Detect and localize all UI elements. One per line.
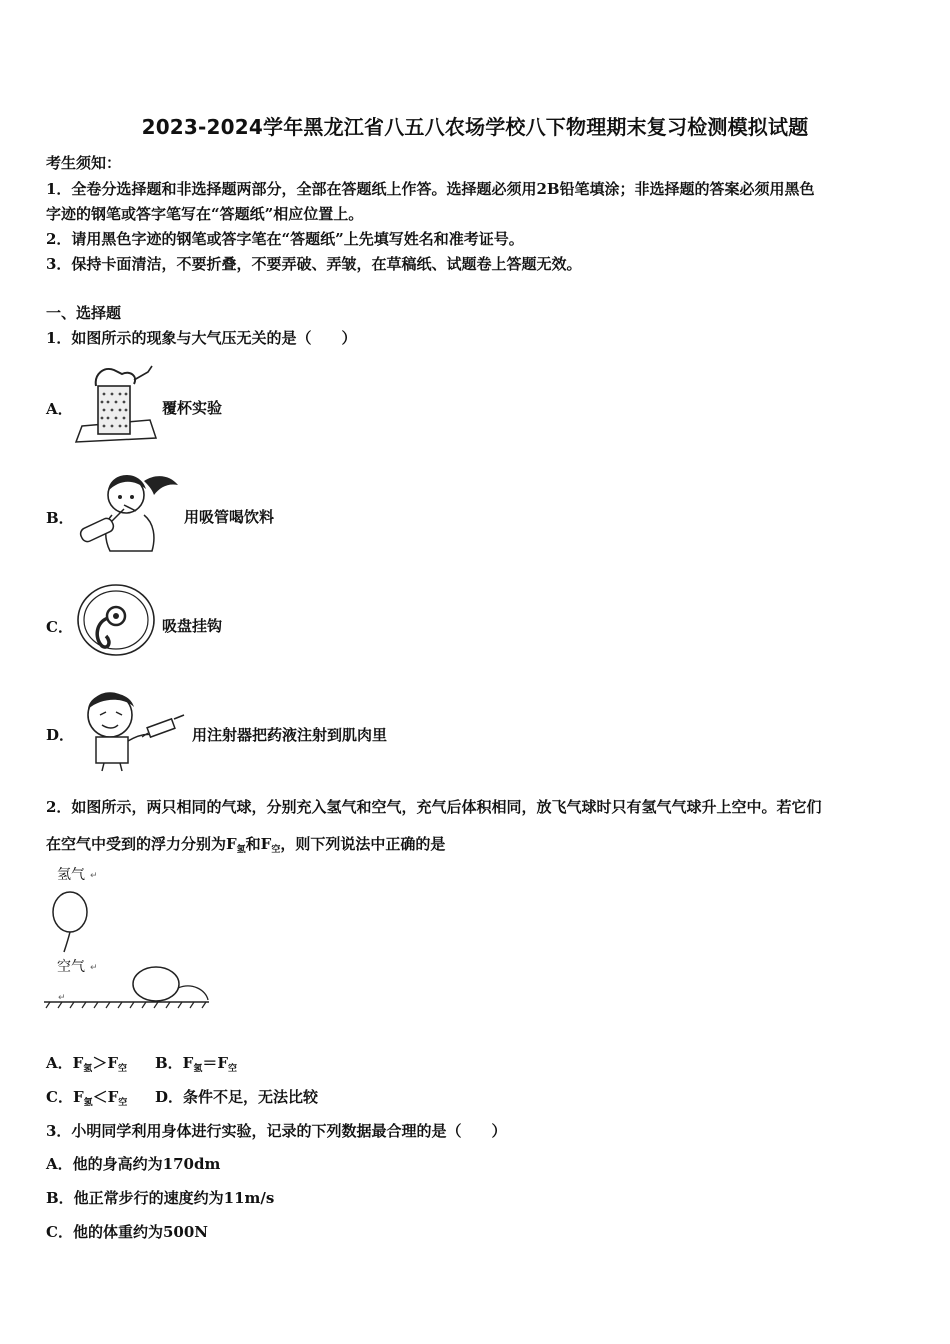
q1-option-a-letter: A． (46, 400, 73, 418)
balloon-figure (44, 862, 214, 1012)
cup-icon (74, 360, 159, 446)
q3-option-c: C．他的体重约为500N (46, 1223, 208, 1241)
svg-text:↵: ↵ (90, 963, 98, 973)
hydrogen-label: 氢气 (57, 867, 85, 883)
notice-item-1-line-1: 1．全卷分选择题和非选择题两部分，全部在答题纸上作答。选择题必须用2B铅笔填涂；非选择题的答案必须用黑色 (46, 180, 815, 198)
question-3-stem: 3．小明同学利用身体进行实验，记录的下列数据最合理的是（ ） (46, 1122, 507, 1140)
q2-option-c: C．$F_氢<F_空$ (46, 1088, 128, 1108)
q1-option-d-text: 用注射器把药液注射到肌肉里 (192, 726, 388, 744)
notice-item-1-line-2: 字迹的钢笔或答字笔写在“答题纸”相应位置上。 (46, 205, 364, 223)
girl-straw-icon (74, 465, 182, 555)
page-title: 2023-2024学年黑龙江省八五八农场学校八下物理期末复习检测模拟试题 (141, 115, 809, 139)
q1-option-b-letter: B． (46, 509, 74, 527)
notice-item-2: 2．请用黑色字迹的钢笔或答字笔在“答题纸”上先填写姓名和准考证号。 (46, 230, 524, 248)
q1-option-b-text: 用吸管喝饮料 (184, 508, 275, 526)
air-balloon (133, 967, 179, 1001)
suction-hook-icon (76, 582, 158, 658)
q3-option-b: B．他正常步行的速度约为11m/s (46, 1189, 275, 1207)
q2-option-a: A．$F_氢>F_空$ (46, 1054, 127, 1074)
svg-text:↵: ↵ (58, 993, 66, 1003)
q1-option-a-text: 覆杯实验 (162, 399, 223, 417)
air-label: 空气 (57, 959, 85, 975)
question-2-line-1: 2．如图所示，两只相同的气球，分别充入氢气和空气，充气后体积相同，放飞气球时只有氢气气球升上空中。若它们 (46, 798, 822, 816)
question-2-line-2: 在空气中受到的浮力分别为$F_氢$和$F_空$，则下列说法中正确的是 (46, 835, 446, 855)
question-1-stem: 1．如图所示的现象与大气压无关的是（ ） (46, 329, 357, 347)
hydrogen-balloon (53, 892, 87, 932)
q1-option-c-letter: C． (46, 618, 73, 636)
svg-text:↵: ↵ (90, 871, 98, 881)
notice-heading: 考生须知： (46, 154, 122, 172)
q1-option-c-text: 吸盘挂钩 (162, 617, 223, 635)
q3-option-a: A．他的身高约为170dm (46, 1155, 221, 1173)
boy-syringe-icon (76, 685, 186, 771)
section-heading: 一、选择题 (46, 304, 122, 322)
q2-option-d: D．条件不足，无法比较 (155, 1088, 319, 1106)
notice-item-3: 3．保持卡面清洁，不要折叠，不要弄破、弄皱，在草稿纸、试题卷上答题无效。 (46, 255, 582, 273)
q1-option-d-letter: D． (46, 726, 75, 744)
q2-option-b: B．$F_氢=F_空$ (155, 1054, 238, 1074)
